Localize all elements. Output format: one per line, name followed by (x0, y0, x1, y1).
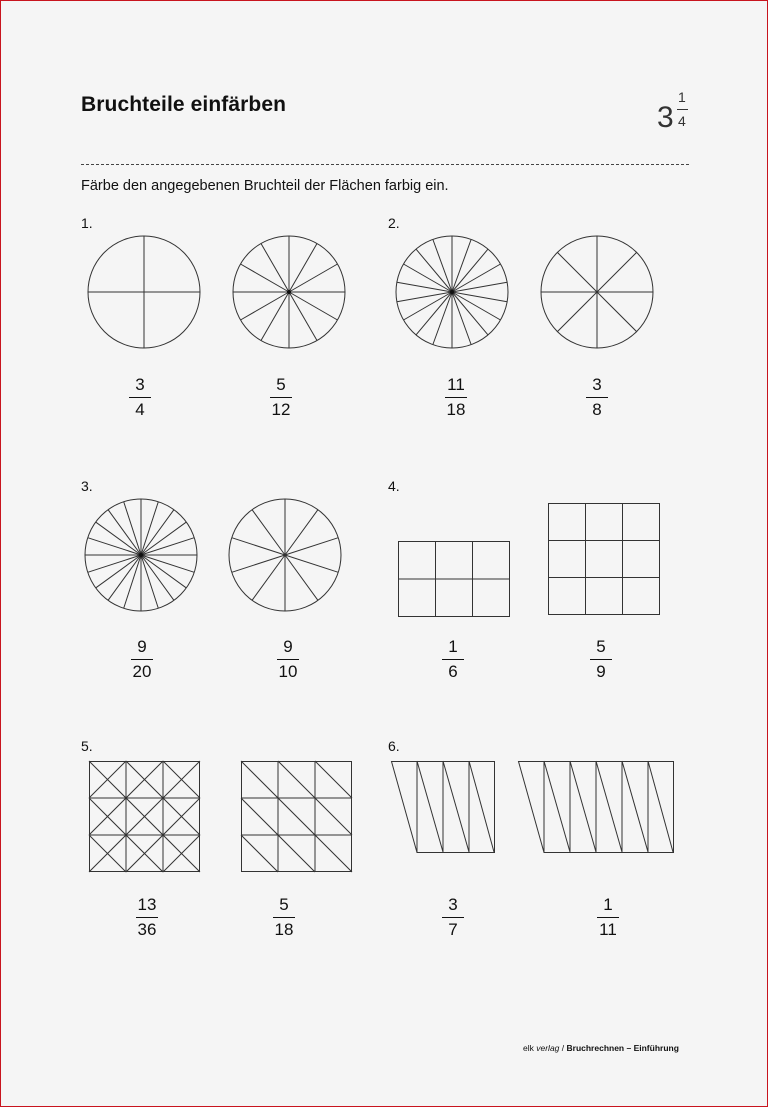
segment-line (433, 239, 452, 292)
denominator: 36 (137, 920, 157, 939)
fraction-2b (577, 375, 617, 419)
exercise-number-4: 4. (388, 478, 400, 494)
numerator: 9 (283, 637, 293, 656)
diagonal-line (570, 761, 596, 852)
diagonal-line (469, 761, 494, 852)
denominator: 11 (599, 920, 617, 939)
circle-figure-3b (228, 498, 342, 612)
fraction-bar (597, 917, 619, 918)
logo-whole: 3 (657, 101, 674, 134)
numerator: 5 (276, 375, 286, 394)
footer-publisher-suffix: verlag (536, 1043, 560, 1053)
logo-fraction-bar (677, 109, 688, 110)
segment-line (416, 249, 452, 292)
segment-line (88, 555, 141, 572)
numerator: 13 (137, 895, 157, 914)
segment-line (261, 244, 289, 293)
segment-line (141, 510, 174, 555)
segment-line (597, 252, 637, 292)
segment-line (124, 502, 141, 555)
segment-line (141, 555, 186, 588)
segment-line (416, 292, 452, 335)
exercise-number-2: 2. (388, 215, 400, 231)
segment-line (597, 292, 637, 332)
fraction-bar (136, 917, 158, 918)
numerator: 11 (447, 375, 465, 394)
dashed-divider (81, 164, 689, 165)
fraction-bar (590, 659, 612, 660)
fraction-bar (442, 659, 464, 660)
diagonal-line (544, 761, 570, 852)
fraction-bar (270, 397, 292, 398)
fraction-bar (131, 659, 153, 660)
denominator: 9 (596, 662, 606, 681)
grid-figure-4a (398, 541, 510, 617)
diagonal-line (596, 761, 622, 852)
exercise-number-5: 5. (81, 738, 93, 754)
exercise-number-3: 3. (81, 478, 93, 494)
denominator: 20 (132, 662, 152, 681)
footer-separator: / (559, 1043, 567, 1053)
denominator: 10 (278, 662, 298, 681)
fraction-bar (586, 397, 608, 398)
segment-line (241, 264, 290, 292)
segment-line (141, 538, 194, 555)
segment-line (261, 292, 289, 341)
diagonal-line (315, 761, 352, 798)
segment-line (241, 292, 290, 320)
footer-book-title: Bruchrechnen – Einführung (566, 1043, 679, 1053)
segment-line (232, 555, 285, 572)
exercise-number-1: 1. (81, 215, 93, 231)
denominator: 4 (135, 400, 145, 419)
fraction-bar (442, 917, 464, 918)
center-dot (139, 553, 143, 557)
trapezoid-figure-6b (518, 761, 674, 853)
segment-line (141, 502, 158, 555)
denominator: 12 (271, 400, 291, 419)
segment-line (108, 510, 141, 555)
center-dot (287, 290, 291, 294)
footer-publisher: elk (523, 1043, 534, 1053)
diagonal-line (241, 761, 352, 872)
segment-line (289, 244, 317, 293)
diagonal-line (648, 761, 673, 852)
circle-figure-2a (395, 235, 509, 349)
segment-line (285, 538, 338, 555)
exercise-number-6: 6. (388, 738, 400, 754)
numerator: 5 (596, 637, 606, 656)
circle-figure-1b (232, 235, 346, 349)
instruction-text: Färbe den angegebenen Bruchteil der Flächen farbig ein. (81, 178, 449, 194)
diagonal-line (443, 761, 469, 852)
segment-line (141, 522, 186, 555)
segment-line (96, 555, 141, 588)
diagonal-line (241, 835, 278, 872)
logo-denominator: 4 (678, 113, 686, 129)
segment-line (96, 522, 141, 555)
segment-line (452, 292, 488, 335)
segment-line (289, 292, 317, 341)
fraction-bar (129, 397, 151, 398)
segment-line (141, 555, 158, 608)
segment-line (452, 239, 471, 292)
segment-line (108, 555, 141, 600)
fraction-4b (581, 637, 621, 681)
segment-line (141, 555, 174, 600)
denominator: 18 (274, 920, 294, 939)
denominator: 7 (448, 920, 458, 939)
diagonal-line (622, 761, 648, 852)
logo-numerator: 1 (678, 89, 686, 105)
segment-line (252, 510, 285, 555)
numerator: 3 (592, 375, 602, 394)
numerator: 9 (137, 637, 147, 656)
segment-line (452, 292, 471, 345)
denominator: 8 (592, 400, 602, 419)
segment-line (285, 555, 338, 572)
segment-line (289, 264, 338, 292)
numerator: 3 (135, 375, 145, 394)
segment-line (285, 510, 318, 555)
fraction-6a (433, 895, 473, 939)
segment-line (88, 538, 141, 555)
triangle-grid-5b (241, 761, 352, 872)
segment-line (557, 252, 597, 292)
segment-line (252, 555, 285, 600)
grid-outline (549, 504, 660, 615)
fraction-6b (588, 895, 628, 939)
grid-figure-4b (548, 503, 660, 615)
denominator: 6 (448, 662, 458, 681)
fraction-4a (433, 637, 473, 681)
segment-line (232, 538, 285, 555)
fraction-3b (268, 637, 308, 681)
segment-line (141, 555, 194, 572)
segment-line (433, 292, 452, 345)
page-title: Bruchteile einfärben (81, 93, 287, 116)
numerator: 1 (448, 637, 458, 656)
fraction-logo (657, 89, 691, 141)
fraction-2a (436, 375, 476, 419)
trapezoid-figure-6a (391, 761, 495, 853)
segment-line (557, 292, 597, 332)
fraction-1b (261, 375, 301, 419)
fraction-5b (264, 895, 304, 939)
numerator: 5 (279, 895, 289, 914)
fraction-bar (445, 397, 467, 398)
numerator: 1 (603, 895, 613, 914)
segment-line (289, 292, 338, 320)
fraction-1a (120, 375, 160, 419)
fraction-5a (127, 895, 167, 939)
segment-line (285, 555, 318, 600)
fraction-bar (273, 917, 295, 918)
fraction-3a (122, 637, 162, 681)
segment-line (124, 555, 141, 608)
fraction-bar (277, 659, 299, 660)
triangle-grid-5a (89, 761, 200, 872)
circle-figure-1a (87, 235, 201, 349)
denominator: 18 (446, 400, 466, 419)
footer-credit (523, 1043, 679, 1053)
circle-figure-3a (84, 498, 198, 612)
center-dot (450, 290, 454, 294)
numerator: 3 (448, 895, 458, 914)
segment-line (452, 249, 488, 292)
diagonal-line (417, 761, 443, 852)
circle-figure-2b (540, 235, 654, 349)
